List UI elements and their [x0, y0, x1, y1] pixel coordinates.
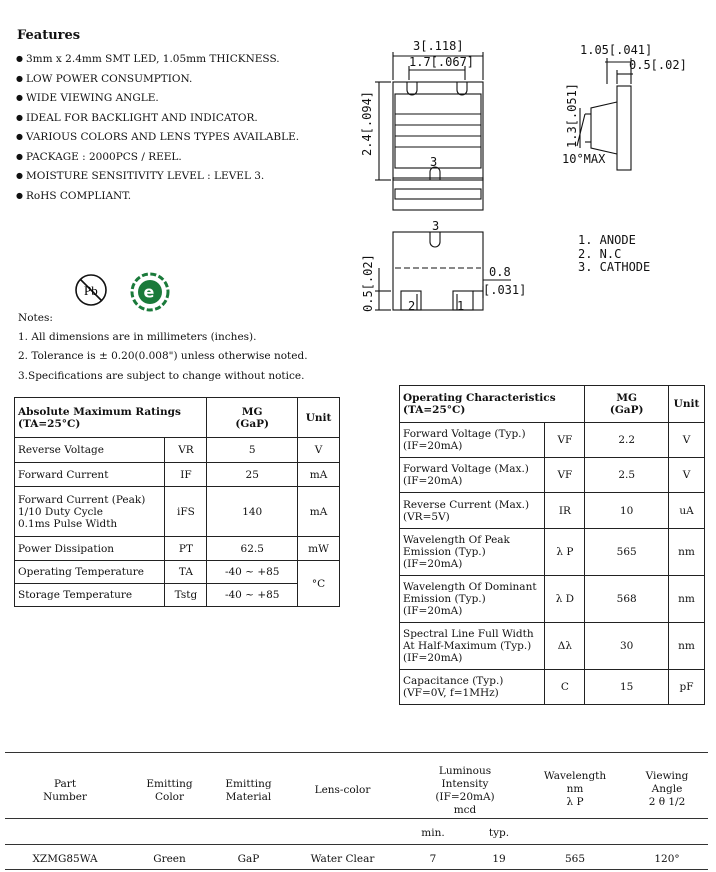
- param-name: [400, 670, 545, 705]
- param-name: Reverse Voltage: [15, 438, 165, 463]
- op-table-cond: (TA=25°C): [403, 404, 466, 416]
- param-symbol: VF: [545, 458, 585, 493]
- param-unit: uA: [669, 493, 705, 529]
- table-row: [15, 561, 340, 584]
- header-line: Viewing: [645, 770, 689, 782]
- param-symbol: Tstg: [165, 584, 207, 607]
- pb-logo-text: Pb: [84, 283, 98, 298]
- header-line: Wavelength: [543, 770, 607, 782]
- param-symbol: λ D: [545, 576, 585, 623]
- param-value: 2.5: [585, 458, 669, 493]
- header-line: 2 θ 1/2: [648, 796, 686, 808]
- param-symbol: Δλ: [545, 623, 585, 670]
- header-line: λ P: [566, 796, 584, 808]
- param-value: 565: [585, 529, 669, 576]
- selection-guide: [0, 752, 716, 870]
- dim-pad-spacing: 1.7[.067]: [409, 55, 475, 69]
- param-value: 25: [207, 463, 298, 487]
- param-name: Forward Current: [15, 463, 165, 487]
- operating-characteristics-table: [399, 385, 705, 705]
- param-value: -40 ~ +85: [207, 584, 298, 607]
- header-line: Angle: [651, 783, 683, 795]
- param-unit: nm: [669, 529, 705, 576]
- header-wavelength: [530, 770, 620, 809]
- table-row: [15, 438, 340, 463]
- param-symbol: PT: [165, 537, 207, 561]
- param-name-line: Wavelength Of Peak: [403, 534, 510, 546]
- pin-3-bottom: 3: [432, 219, 440, 233]
- header-line: mcd: [453, 804, 477, 816]
- param-name: Power Dissipation: [15, 537, 165, 561]
- op-col-unit: Unit: [669, 386, 705, 423]
- dim-lens: 0.5[.02]: [629, 58, 687, 72]
- max-angle: 10°MAX: [562, 152, 606, 166]
- param-value: 2.2: [585, 423, 669, 458]
- header-luminous-intensity: [420, 765, 510, 817]
- header-line: (IF=20mA): [435, 791, 495, 803]
- pin-3-top: 3: [430, 155, 438, 169]
- dim-pad-width-inch: [.031]: [483, 283, 527, 297]
- param-name-line: Forward Current (Peak): [18, 493, 146, 506]
- table-row: [400, 576, 705, 623]
- param-symbol: IF: [165, 463, 207, 487]
- row-wavelength: 565: [564, 853, 586, 865]
- param-value: 568: [585, 576, 669, 623]
- header-line: Material: [225, 791, 272, 803]
- dim-width: 3[.118]: [413, 39, 464, 53]
- abs-max-ratings-table: [14, 397, 340, 607]
- param-unit: V: [298, 438, 340, 463]
- pin-2-label: 2: [408, 299, 416, 313]
- param-name-line: (IF=20mA): [403, 475, 463, 487]
- e-logo-text: e: [143, 282, 155, 302]
- param-unit: mA: [298, 463, 340, 487]
- pin-legend-item: 3. CATHODE: [578, 260, 651, 274]
- header-line: Intensity: [441, 778, 489, 790]
- param-symbol: C: [545, 670, 585, 705]
- header-min: min.: [421, 827, 445, 839]
- param-name: [400, 623, 545, 670]
- param-name-line: (VF=0V, f=1MHz): [403, 687, 499, 699]
- col-material-label: (GaP): [609, 404, 644, 416]
- header-line: nm: [566, 783, 584, 795]
- table-row: [15, 487, 340, 537]
- row-lens-color: Water Clear: [310, 853, 375, 865]
- header-viewing-angle: [622, 770, 712, 809]
- note-item: 1. All dimensions are in millimeters (inches).: [18, 331, 257, 344]
- header-line: Emitting: [225, 778, 272, 790]
- param-name-line: 1/10 Duty Cycle: [18, 505, 104, 518]
- param-symbol: IR: [545, 493, 585, 529]
- dim-thickness: 1.05[.041]: [580, 43, 653, 57]
- param-name: [15, 487, 165, 537]
- param-name-line: Spectral Line Full Width: [403, 628, 534, 640]
- param-unit: nm: [669, 623, 705, 670]
- feature-item: ● 3mm x 2.4mm SMT LED, 1.05mm THICKNESS.: [16, 52, 356, 72]
- table-row: [400, 423, 705, 458]
- col-mg-label: MG: [616, 392, 637, 404]
- param-unit: mW: [298, 537, 340, 561]
- feature-item: ● WIDE VIEWING ANGLE.: [16, 91, 356, 111]
- param-name-line: At Half-Maximum (Typ.): [403, 640, 532, 652]
- param-name: [400, 529, 545, 576]
- param-value: 15: [585, 670, 669, 705]
- param-name-line: Forward Voltage (Typ.): [403, 428, 526, 440]
- eco-compliance-icon: [130, 272, 170, 312]
- row-min-intensity: 7: [429, 853, 437, 865]
- table-row: [15, 463, 340, 487]
- table-row: [15, 584, 340, 607]
- dim-side-height: 1.3[.051]: [565, 82, 579, 148]
- param-name-line: Forward Voltage (Max.): [403, 463, 529, 475]
- param-symbol: λ P: [545, 529, 585, 576]
- param-name-line: 0.1ms Pulse Width: [18, 517, 118, 530]
- param-name-line: Wavelength Of Dominant: [403, 581, 537, 593]
- header-line: Color: [154, 791, 185, 803]
- col-material-label: (GaP): [235, 417, 270, 430]
- table-row: [15, 537, 340, 561]
- header-line: Part: [53, 778, 77, 790]
- param-name: Storage Temperature: [15, 584, 165, 607]
- param-name-line: Emission (Typ.): [403, 593, 486, 605]
- param-unit: V: [669, 458, 705, 493]
- dim-height: 2.4[.094]: [360, 90, 374, 156]
- row-part-number: XZMG85WA: [32, 853, 98, 865]
- param-name-line: (IF=20mA): [403, 605, 463, 617]
- op-table-header: [400, 386, 585, 423]
- dim-pad-height: 0.5[.02]: [361, 254, 375, 312]
- pin-legend: [578, 234, 650, 275]
- param-name-line: Capacitance (Typ.): [403, 675, 504, 687]
- table-row: [400, 623, 705, 670]
- abs-col-mg: [207, 398, 298, 438]
- param-name-line: Reverse Current (Max.): [403, 498, 530, 511]
- row-emitting-material: GaP: [237, 853, 260, 865]
- header-part-number: [20, 778, 110, 804]
- pin-legend-item: 1. ANODE: [578, 233, 636, 247]
- table-row: [400, 493, 705, 529]
- param-value: 5: [207, 438, 298, 463]
- param-unit: °C: [298, 561, 340, 607]
- param-symbol: iFS: [165, 487, 207, 537]
- table-row: [400, 529, 705, 576]
- param-name: Operating Temperature: [15, 561, 165, 584]
- op-col-mg: [585, 386, 669, 423]
- abs-col-unit: Unit: [298, 398, 340, 438]
- param-value: 62.5: [207, 537, 298, 561]
- param-value: 10: [585, 493, 669, 529]
- param-name-line: (VR=5V): [403, 510, 450, 523]
- features-title: Features: [17, 28, 81, 43]
- header-emitting-material: [206, 778, 291, 804]
- row-viewing-angle: 120°: [654, 853, 680, 865]
- param-value: -40 ~ +85: [207, 561, 298, 584]
- table-row: [400, 670, 705, 705]
- param-name: [400, 458, 545, 493]
- notes-title: Notes:: [18, 312, 53, 324]
- feature-item: ● IDEAL FOR BACKLIGHT AND INDICATOR.: [16, 111, 356, 131]
- header-line: Luminous: [438, 765, 492, 777]
- param-unit: mA: [298, 487, 340, 537]
- header-line: Emitting: [146, 778, 193, 790]
- param-unit: pF: [669, 670, 705, 705]
- param-unit: V: [669, 423, 705, 458]
- header-line: Lens-color: [314, 784, 371, 796]
- param-name: [400, 576, 545, 623]
- header-lens-color: [300, 784, 385, 797]
- package-dimension-drawing: [355, 36, 695, 326]
- param-name: [400, 493, 545, 529]
- row-typ-intensity: 19: [492, 853, 506, 865]
- abs-table-cond: (TA=25°C): [18, 417, 81, 430]
- param-name-line: (IF=20mA): [403, 652, 463, 664]
- abs-table-header: [15, 398, 207, 438]
- feature-item: ● VARIOUS COLORS AND LENS TYPES AVAILABLE.: [16, 130, 356, 150]
- table-row: [400, 458, 705, 493]
- param-symbol: VR: [165, 438, 207, 463]
- note-item: 3.Specifications are subject to change without notice.: [18, 369, 305, 382]
- note-item: 2. Tolerance is ± 0.20(0.008") unless otherwise noted.: [18, 350, 308, 363]
- notes: [18, 312, 308, 389]
- col-mg-label: MG: [241, 405, 263, 418]
- feature-item: ● PACKAGE : 2000PCS / REEL.: [16, 150, 356, 170]
- features-list: [16, 52, 356, 208]
- header-line: Number: [43, 791, 87, 803]
- param-name-line: Emission (Typ.): [403, 546, 486, 558]
- pin-1-label: 1: [457, 299, 465, 313]
- dim-pad-width: 0.8: [489, 265, 511, 279]
- param-value: 140: [207, 487, 298, 537]
- param-symbol: VF: [545, 423, 585, 458]
- param-symbol: TA: [165, 561, 207, 584]
- param-value: 30: [585, 623, 669, 670]
- pb-free-icon: [74, 273, 108, 307]
- op-table-title: Operating Characteristics: [403, 392, 556, 404]
- abs-table-title: Absolute Maximum Ratings: [18, 405, 181, 418]
- param-name-line: (IF=20mA): [403, 440, 463, 452]
- feature-item: ● LOW POWER CONSUMPTION.: [16, 72, 356, 92]
- param-name: [400, 423, 545, 458]
- header-emitting-color: [127, 778, 212, 804]
- param-unit: nm: [669, 576, 705, 623]
- feature-item: ● MOISTURE SENSITIVITY LEVEL : LEVEL 3.: [16, 169, 356, 189]
- pin-legend-item: 2. N.C: [578, 246, 622, 261]
- feature-item: ● RoHS COMPLIANT.: [16, 189, 356, 209]
- header-typ: typ.: [488, 827, 510, 839]
- row-emitting-color: Green: [153, 853, 186, 865]
- param-name-line: (IF=20mA): [403, 558, 463, 570]
